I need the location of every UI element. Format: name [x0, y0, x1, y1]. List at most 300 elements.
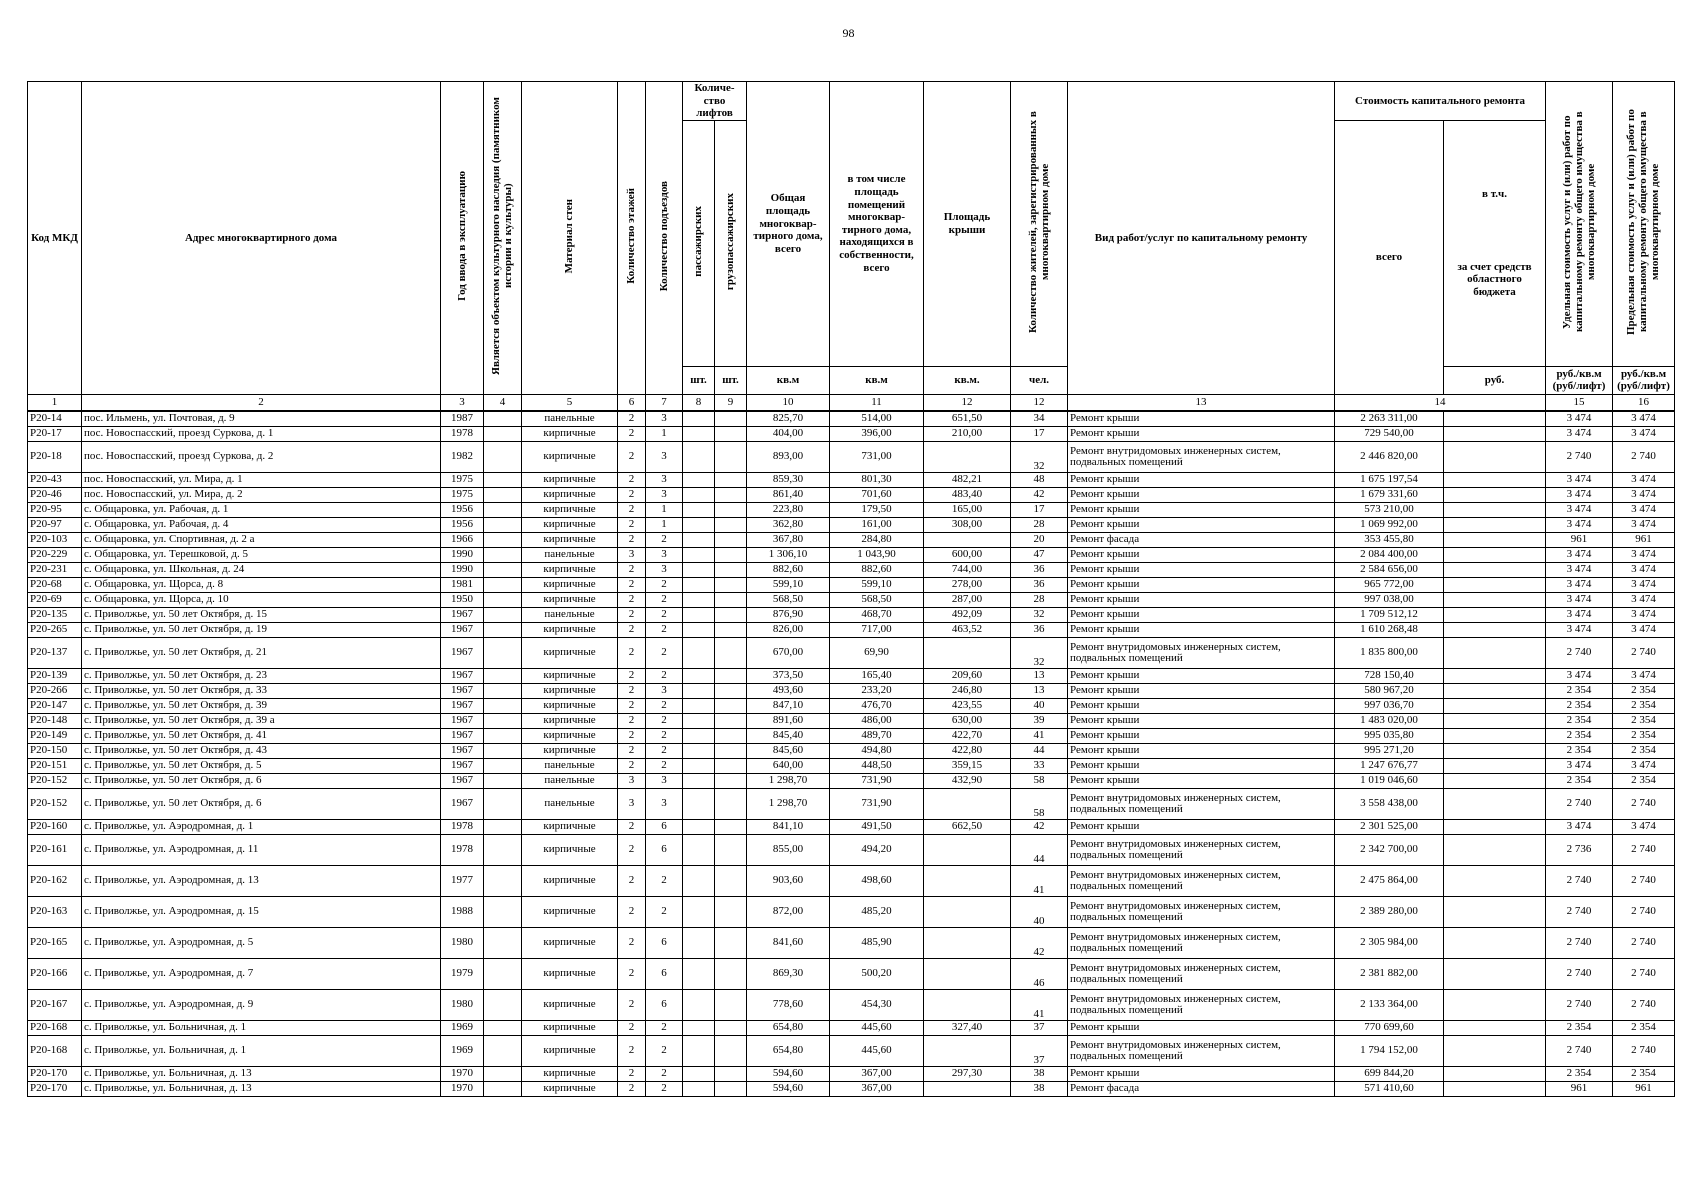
cell-wall-material: кирпичные [522, 622, 618, 637]
cell-cost-total: 580 967,20 [1335, 683, 1444, 698]
cell-unit-cost: 961 [1546, 1081, 1613, 1096]
cell-unit-cost: 3 474 [1546, 547, 1613, 562]
header-heritage: Является объектом культурного наследия (памятником истории и культуры) [484, 82, 522, 395]
cell-year: 1967 [441, 698, 484, 713]
column-number: 4 [484, 394, 522, 411]
cell-wall-material: кирпичные [522, 713, 618, 728]
cell-total-area: 861,40 [747, 487, 830, 502]
cell-cost-regional [1444, 989, 1546, 1020]
cell-heritage [484, 607, 522, 622]
cell-total-area: 893,00 [747, 441, 830, 472]
cell-cost-total: 1 675 197,54 [1335, 472, 1444, 487]
cell-heritage [484, 743, 522, 758]
cell-code: P20-265 [28, 622, 82, 637]
cell-floors: 2 [618, 743, 646, 758]
cell-cost-regional [1444, 698, 1546, 713]
cell-work-type: Ремонт крыши [1068, 487, 1335, 502]
cell-work-type: Ремонт крыши [1068, 547, 1335, 562]
cell-year: 1969 [441, 1035, 484, 1066]
cell-address: пос. Новоспасский, ул. Мира, д. 2 [82, 487, 441, 502]
cell-cost-regional [1444, 773, 1546, 788]
table-row [28, 1066, 1675, 1081]
cell-year: 1978 [441, 426, 484, 441]
cell-lifts-cargo [715, 562, 747, 577]
cell-roof-area: 630,00 [924, 713, 1011, 728]
cell-work-type: Ремонт крыши [1068, 577, 1335, 592]
cell-address: с. Приволжье, ул. Аэродромная, д. 11 [82, 834, 441, 865]
cell-work-type: Ремонт крыши [1068, 502, 1335, 517]
cell-code: P20-160 [28, 819, 82, 834]
cell-floors: 3 [618, 773, 646, 788]
cell-unit-cost: 2 354 [1546, 1020, 1613, 1035]
cell-cost-regional [1444, 502, 1546, 517]
cell-lifts-passenger [683, 1035, 715, 1066]
cell-work-type: Ремонт внутридомовых инженерных систем, подвальных помещений [1068, 788, 1335, 819]
cell-total-area: 903,60 [747, 865, 830, 896]
header-floors: Количество этажей [618, 82, 646, 395]
cell-residents: 17 [1011, 502, 1068, 517]
cell-residents: 41 [1011, 728, 1068, 743]
cell-lifts-cargo [715, 819, 747, 834]
header-code: Код МКД [28, 82, 82, 395]
cell-roof-area: 422,70 [924, 728, 1011, 743]
cell-floors: 2 [618, 728, 646, 743]
cell-wall-material: панельные [522, 773, 618, 788]
cell-entrances: 2 [646, 758, 683, 773]
cell-lifts-cargo [715, 472, 747, 487]
cell-roof-area: 278,00 [924, 577, 1011, 592]
column-number: 11 [830, 394, 924, 411]
cell-lifts-passenger [683, 426, 715, 441]
cell-heritage [484, 788, 522, 819]
cell-max-cost: 2 740 [1613, 637, 1675, 668]
cell-lifts-passenger [683, 896, 715, 927]
column-number: 5 [522, 394, 618, 411]
cell-lifts-passenger [683, 517, 715, 532]
cell-cost-total: 3 558 438,00 [1335, 788, 1444, 819]
cell-lifts-cargo [715, 517, 747, 532]
cell-wall-material: кирпичные [522, 532, 618, 547]
cell-owned-area: 717,00 [830, 622, 924, 637]
cell-unit-cost: 2 736 [1546, 834, 1613, 865]
cell-heritage [484, 472, 522, 487]
cell-year: 1970 [441, 1081, 484, 1096]
cell-cost-regional [1444, 562, 1546, 577]
cell-lifts-cargo [715, 713, 747, 728]
cell-lifts-cargo [715, 592, 747, 607]
cell-residents: 48 [1011, 472, 1068, 487]
cell-heritage [484, 1066, 522, 1081]
table-row [28, 698, 1675, 713]
cell-residents: 41 [1011, 865, 1068, 896]
cell-total-area: 841,10 [747, 819, 830, 834]
cell-heritage [484, 1035, 522, 1066]
cell-code: P20-152 [28, 788, 82, 819]
cell-max-cost: 2 354 [1613, 773, 1675, 788]
cell-residents: 33 [1011, 758, 1068, 773]
unit-max-cost: руб./кв.м (руб/лифт) [1613, 366, 1675, 394]
cell-unit-cost: 3 474 [1546, 472, 1613, 487]
cell-max-cost: 2 740 [1613, 958, 1675, 989]
cell-address: с. Приволжье, ул. 50 лет Октября, д. 15 [82, 607, 441, 622]
cell-code: P20-14 [28, 411, 82, 427]
cell-owned-area: 599,10 [830, 577, 924, 592]
cell-address: с. Приволжье, ул. Аэродромная, д. 9 [82, 989, 441, 1020]
cell-lifts-passenger [683, 788, 715, 819]
cell-floors: 2 [618, 1020, 646, 1035]
cell-code: P20-266 [28, 683, 82, 698]
cell-unit-cost: 2 354 [1546, 713, 1613, 728]
column-number: 3 [441, 394, 484, 411]
cell-unit-cost: 2 740 [1546, 989, 1613, 1020]
cell-lifts-cargo [715, 668, 747, 683]
cell-max-cost: 961 [1613, 1081, 1675, 1096]
cell-address: с. Приволжье, ул. 50 лет Октября, д. 41 [82, 728, 441, 743]
cell-max-cost: 2 740 [1613, 865, 1675, 896]
cell-roof-area: 210,00 [924, 426, 1011, 441]
header-cost-incl: в т.ч. [1482, 188, 1507, 200]
cell-address: с. Приволжье, ул. Больничная, д. 13 [82, 1081, 441, 1096]
cell-address: с. Приволжье, ул. 50 лет Октября, д. 6 [82, 788, 441, 819]
cell-max-cost: 2 354 [1613, 683, 1675, 698]
cell-floors: 2 [618, 698, 646, 713]
cell-lifts-passenger [683, 927, 715, 958]
cell-unit-cost: 2 354 [1546, 773, 1613, 788]
cell-code: P20-166 [28, 958, 82, 989]
cell-owned-area: 494,20 [830, 834, 924, 865]
cell-floors: 2 [618, 758, 646, 773]
cell-work-type: Ремонт крыши [1068, 1066, 1335, 1081]
cell-floors: 2 [618, 487, 646, 502]
cell-entrances: 6 [646, 819, 683, 834]
cell-entrances: 3 [646, 547, 683, 562]
cell-year: 1978 [441, 834, 484, 865]
cell-entrances: 2 [646, 607, 683, 622]
cell-heritage [484, 637, 522, 668]
cell-cost-total: 2 301 525,00 [1335, 819, 1444, 834]
cell-heritage [484, 1081, 522, 1096]
cell-roof-area: 463,52 [924, 622, 1011, 637]
cell-work-type: Ремонт крыши [1068, 411, 1335, 427]
cell-cost-regional [1444, 1066, 1546, 1081]
cell-wall-material: кирпичные [522, 819, 618, 834]
cell-cost-total: 1 794 152,00 [1335, 1035, 1444, 1066]
cell-residents: 36 [1011, 622, 1068, 637]
cell-total-area: 1 306,10 [747, 547, 830, 562]
cell-total-area: 847,10 [747, 698, 830, 713]
cell-max-cost: 3 474 [1613, 562, 1675, 577]
cell-floors: 2 [618, 472, 646, 487]
cell-cost-regional [1444, 637, 1546, 668]
cell-heritage [484, 927, 522, 958]
header-total-area: Общая площадь многоквар-тирного дома, всего [747, 82, 830, 367]
cell-wall-material: кирпичные [522, 1066, 618, 1081]
cell-roof-area: 483,40 [924, 487, 1011, 502]
cell-address: с. Приволжье, ул. 50 лет Октября, д. 33 [82, 683, 441, 698]
table-row [28, 411, 1675, 427]
cell-year: 1990 [441, 547, 484, 562]
cell-year: 1967 [441, 728, 484, 743]
cell-lifts-cargo [715, 989, 747, 1020]
cell-residents: 44 [1011, 834, 1068, 865]
cell-work-type: Ремонт внутридомовых инженерных систем, подвальных помещений [1068, 637, 1335, 668]
cell-max-cost: 3 474 [1613, 577, 1675, 592]
cell-code: P20-229 [28, 547, 82, 562]
cell-total-area: 778,60 [747, 989, 830, 1020]
cell-residents: 13 [1011, 668, 1068, 683]
cell-heritage [484, 426, 522, 441]
cell-year: 1982 [441, 441, 484, 472]
cell-lifts-passenger [683, 819, 715, 834]
cell-lifts-cargo [715, 743, 747, 758]
cell-cost-total: 997 038,00 [1335, 592, 1444, 607]
cell-code: P20-151 [28, 758, 82, 773]
column-number: 15 [1546, 394, 1613, 411]
cell-residents: 28 [1011, 592, 1068, 607]
cell-max-cost: 2 354 [1613, 713, 1675, 728]
cell-cost-regional [1444, 426, 1546, 441]
cell-cost-regional [1444, 819, 1546, 834]
cell-entrances: 6 [646, 958, 683, 989]
table-row [28, 668, 1675, 683]
column-number: 9 [715, 394, 747, 411]
cell-code: P20-137 [28, 637, 82, 668]
cell-cost-regional [1444, 865, 1546, 896]
cell-cost-regional [1444, 1035, 1546, 1066]
cell-owned-area: 491,50 [830, 819, 924, 834]
cell-wall-material: кирпичные [522, 927, 618, 958]
cell-cost-regional [1444, 788, 1546, 819]
cell-max-cost: 2 740 [1613, 896, 1675, 927]
cell-roof-area: 744,00 [924, 562, 1011, 577]
cell-floors: 2 [618, 577, 646, 592]
cell-lifts-cargo [715, 487, 747, 502]
cell-lifts-cargo [715, 607, 747, 622]
cell-lifts-passenger [683, 607, 715, 622]
cell-work-type: Ремонт крыши [1068, 668, 1335, 683]
table-row [28, 441, 1675, 472]
header-residents: Количество жителей, зарегистрированных в многоквартирном доме [1011, 82, 1068, 367]
cell-heritage [484, 502, 522, 517]
cell-year: 1979 [441, 958, 484, 989]
cell-heritage [484, 819, 522, 834]
cell-max-cost: 3 474 [1613, 411, 1675, 427]
cell-address: с. Общаровка, ул. Школьная, д. 24 [82, 562, 441, 577]
cell-cost-regional [1444, 927, 1546, 958]
cell-work-type: Ремонт крыши [1068, 713, 1335, 728]
cell-entrances: 2 [646, 713, 683, 728]
unit-unit-cost: руб./кв.м (руб/лифт) [1546, 366, 1613, 394]
cell-code: P20-103 [28, 532, 82, 547]
cell-year: 1967 [441, 758, 484, 773]
cell-owned-area: 284,80 [830, 532, 924, 547]
cell-lifts-passenger [683, 989, 715, 1020]
table-row [28, 927, 1675, 958]
cell-lifts-cargo [715, 637, 747, 668]
table-row [28, 896, 1675, 927]
cell-wall-material: кирпичные [522, 728, 618, 743]
cell-address: с. Общаровка, ул. Щорса, д. 10 [82, 592, 441, 607]
cell-owned-area: 367,00 [830, 1081, 924, 1096]
cell-cost-regional [1444, 758, 1546, 773]
cell-cost-total: 353 455,80 [1335, 532, 1444, 547]
cell-code: P20-97 [28, 517, 82, 532]
cell-unit-cost: 3 474 [1546, 607, 1613, 622]
cell-cost-regional [1444, 592, 1546, 607]
cell-roof-area [924, 927, 1011, 958]
cell-lifts-cargo [715, 411, 747, 427]
cell-floors: 2 [618, 1081, 646, 1096]
cell-wall-material: кирпичные [522, 743, 618, 758]
cell-wall-material: кирпичные [522, 487, 618, 502]
cell-unit-cost: 2 740 [1546, 788, 1613, 819]
cell-lifts-passenger [683, 441, 715, 472]
cell-address: с. Приволжье, ул. 50 лет Октября, д. 19 [82, 622, 441, 637]
capital-repair-table [27, 81, 1675, 1097]
cell-owned-area: 468,70 [830, 607, 924, 622]
table-row [28, 637, 1675, 668]
cell-unit-cost: 2 740 [1546, 865, 1613, 896]
cell-roof-area: 297,30 [924, 1066, 1011, 1081]
cell-unit-cost: 2 740 [1546, 958, 1613, 989]
cell-heritage [484, 487, 522, 502]
cell-heritage [484, 865, 522, 896]
cell-lifts-cargo [715, 683, 747, 698]
cell-cost-total: 2 342 700,00 [1335, 834, 1444, 865]
cell-heritage [484, 562, 522, 577]
cell-entrances: 6 [646, 834, 683, 865]
cell-entrances: 6 [646, 989, 683, 1020]
cell-roof-area: 165,00 [924, 502, 1011, 517]
cell-max-cost: 2 740 [1613, 989, 1675, 1020]
cell-floors: 2 [618, 819, 646, 834]
header-cost-total: всего [1335, 120, 1444, 394]
cell-lifts-cargo [715, 1066, 747, 1081]
cell-lifts-passenger [683, 411, 715, 427]
cell-unit-cost: 2 740 [1546, 1035, 1613, 1066]
cell-cost-total: 1 679 331,60 [1335, 487, 1444, 502]
unit-lifts-cargo: шт. [715, 366, 747, 394]
cell-roof-area [924, 865, 1011, 896]
cell-roof-area: 662,50 [924, 819, 1011, 834]
cell-total-area: 223,80 [747, 502, 830, 517]
cell-total-area: 367,80 [747, 532, 830, 547]
table-row [28, 532, 1675, 547]
cell-residents: 20 [1011, 532, 1068, 547]
cell-cost-total: 1 247 676,77 [1335, 758, 1444, 773]
cell-work-type: Ремонт внутридомовых инженерных систем, подвальных помещений [1068, 958, 1335, 989]
cell-lifts-cargo [715, 728, 747, 743]
cell-cost-total: 1 610 268,48 [1335, 622, 1444, 637]
cell-owned-area: 161,00 [830, 517, 924, 532]
cell-residents: 36 [1011, 562, 1068, 577]
table-row [28, 819, 1675, 834]
cell-floors: 2 [618, 989, 646, 1020]
cell-lifts-passenger [683, 1081, 715, 1096]
cell-owned-area: 485,20 [830, 896, 924, 927]
cell-cost-regional [1444, 958, 1546, 989]
cell-entrances: 1 [646, 517, 683, 532]
cell-max-cost: 3 474 [1613, 668, 1675, 683]
cell-residents: 42 [1011, 487, 1068, 502]
header-max-cost: Предельная стоимость услуг и (или) работ по капитальному ремонту общего имущества в многоквартирном доме [1613, 82, 1675, 367]
unit-roof-area: кв.м. [924, 366, 1011, 394]
cell-wall-material: кирпичные [522, 441, 618, 472]
cell-owned-area: 514,00 [830, 411, 924, 427]
cell-residents: 42 [1011, 819, 1068, 834]
cell-total-area: 362,80 [747, 517, 830, 532]
cell-cost-total: 2 381 882,00 [1335, 958, 1444, 989]
cell-code: P20-165 [28, 927, 82, 958]
cell-address: пос. Новоспасский, ул. Мира, д. 1 [82, 472, 441, 487]
cell-entrances: 2 [646, 592, 683, 607]
cell-lifts-passenger [683, 502, 715, 517]
cell-code: P20-147 [28, 698, 82, 713]
cell-owned-area: 494,80 [830, 743, 924, 758]
cell-unit-cost: 3 474 [1546, 517, 1613, 532]
cell-wall-material: кирпичные [522, 562, 618, 577]
cell-unit-cost: 2 354 [1546, 698, 1613, 713]
cell-entrances: 2 [646, 698, 683, 713]
cell-address: с. Приволжье, ул. Аэродромная, д. 15 [82, 896, 441, 927]
cell-code: P20-167 [28, 989, 82, 1020]
table-row [28, 773, 1675, 788]
cell-year: 1990 [441, 562, 484, 577]
cell-lifts-passenger [683, 713, 715, 728]
cell-entrances: 3 [646, 788, 683, 819]
column-number: 13 [1068, 394, 1335, 411]
cell-heritage [484, 441, 522, 472]
cell-owned-area: 731,90 [830, 788, 924, 819]
cell-year: 1975 [441, 487, 484, 502]
table-row [28, 487, 1675, 502]
cell-lifts-cargo [715, 788, 747, 819]
cell-lifts-cargo [715, 927, 747, 958]
cell-owned-area: 165,40 [830, 668, 924, 683]
cell-roof-area: 492,09 [924, 607, 1011, 622]
cell-cost-regional [1444, 441, 1546, 472]
column-number: 2 [82, 394, 441, 411]
cell-total-area: 568,50 [747, 592, 830, 607]
cell-total-area: 859,30 [747, 472, 830, 487]
cell-cost-regional [1444, 577, 1546, 592]
cell-year: 1988 [441, 896, 484, 927]
cell-work-type: Ремонт крыши [1068, 1020, 1335, 1035]
header-entrances: Количество подъездов [646, 82, 683, 395]
cell-work-type: Ремонт крыши [1068, 683, 1335, 698]
cell-work-type: Ремонт внутридомовых инженерных систем, подвальных помещений [1068, 927, 1335, 958]
cell-lifts-passenger [683, 472, 715, 487]
cell-residents: 46 [1011, 958, 1068, 989]
table-row [28, 865, 1675, 896]
cell-owned-area: 1 043,90 [830, 547, 924, 562]
table-row [28, 502, 1675, 517]
cell-unit-cost: 3 474 [1546, 426, 1613, 441]
table-row [28, 683, 1675, 698]
cell-total-area: 872,00 [747, 896, 830, 927]
cell-heritage [484, 773, 522, 788]
cell-cost-total: 728 150,40 [1335, 668, 1444, 683]
cell-year: 1987 [441, 411, 484, 427]
cell-work-type: Ремонт внутридомовых инженерных систем, подвальных помещений [1068, 896, 1335, 927]
cell-cost-regional [1444, 532, 1546, 547]
header-lifts: Количе-ство лифтов [683, 82, 747, 121]
cell-cost-total: 2 084 400,00 [1335, 547, 1444, 562]
cell-unit-cost: 3 474 [1546, 668, 1613, 683]
cell-unit-cost: 3 474 [1546, 562, 1613, 577]
cell-cost-regional [1444, 607, 1546, 622]
cell-cost-total: 699 844,20 [1335, 1066, 1444, 1081]
